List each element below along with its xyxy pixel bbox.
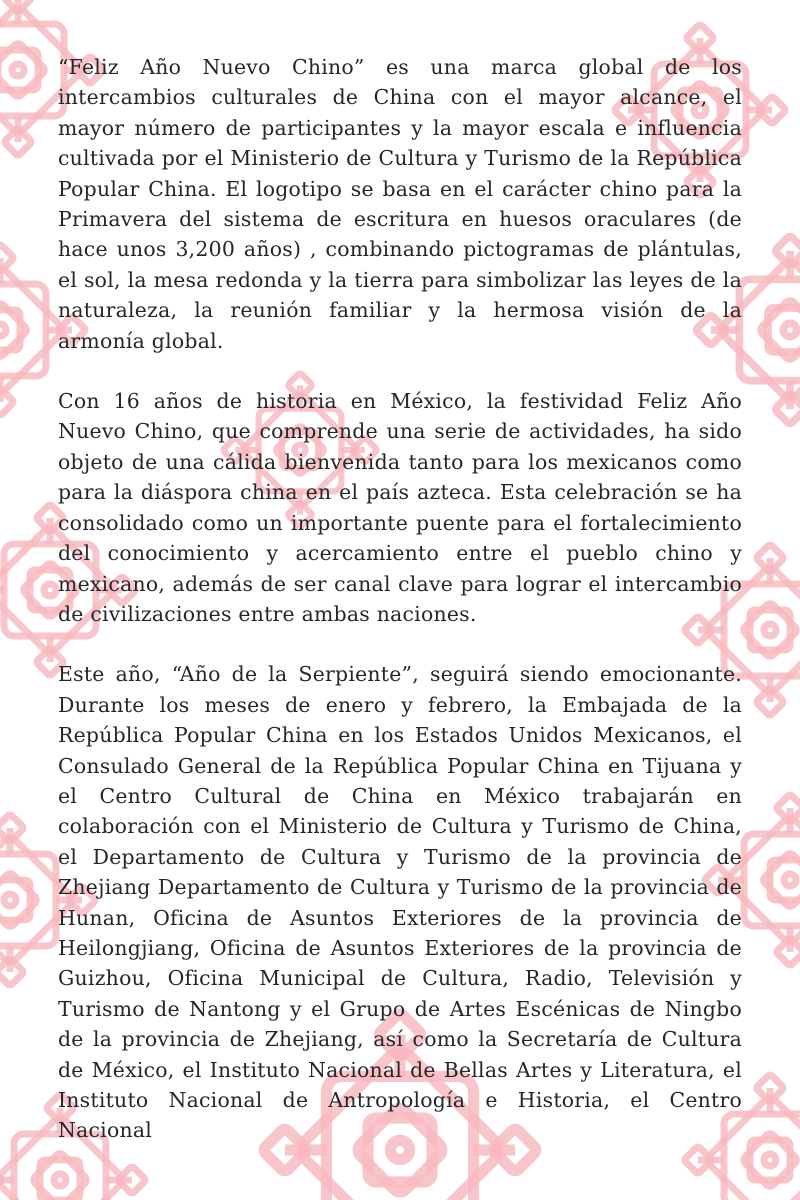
- paragraph-this-year: Este año, “Año de la Serpiente”, seguirá siendo emocionante. Durante los meses de enero y febrero, la Embajada de la República Popular China en los Estados Unidos Mexicanos, el Consulado General de la República Popular China en Tijuana y el Centro Cultural de China en México trabajarán en colaboración con el Ministerio de Cultura y Turismo de China, el Departamento de Cultura y Turismo de la provincia de Zhejiang Departamento de Cultura y Turismo de la provincia de Hunan, Oficina de Asuntos Exteriores de la provincia de Heilongjiang, Oficina de Asuntos Exteriores de la provincia de Guizhou, Oficina Municipal de Cultura, Radio, Televisión y Turismo de Nantong y el Grupo de Artes Escénicas de Ningbo de la provincia de Zhejiang, así como la Secretaría de Cultura de México, el Instituto Nacional de Bellas Artes y Literatura, el Instituto Nacional de Antropología e Historia, el Centro Nacional: [58, 662, 742, 1143]
- document-body: [58, 52, 742, 1146]
- paragraph-history: Con 16 años de historia en México, la festividad Feliz Año Nuevo Chino, que comprende una serie de actividades, ha sido objeto de una cálida bienvenida tanto para los mexicanos como para la diáspora china en el país azteca. Esta celebración se ha consolidado como un importante puente para el fortalecimiento del conocimiento y acercamiento entre el pueblo chino y mexicano, además de ser canal clave para lograr el intercambio de civilizaciones entre ambas naciones.: [58, 389, 742, 626]
- paragraph-intro: “Feliz Año Nuevo Chino” es una marca global de los intercambios culturales de China con el mayor alcance, el mayor número de participantes y la mayor escala e influencia cultivada por el Ministerio de Cultura y Turismo de la República Popular China. El logotipo se basa en el carácter chino para la Primavera del sistema de escritura en huesos oraculares (de hace unos 3,200 años) , combinando pictogramas de plántulas, el sol, la mesa redonda y la tierra para simbolizar las leyes de la naturaleza, la reunión familiar y la hermosa visión de la armonía global.: [58, 55, 742, 353]
